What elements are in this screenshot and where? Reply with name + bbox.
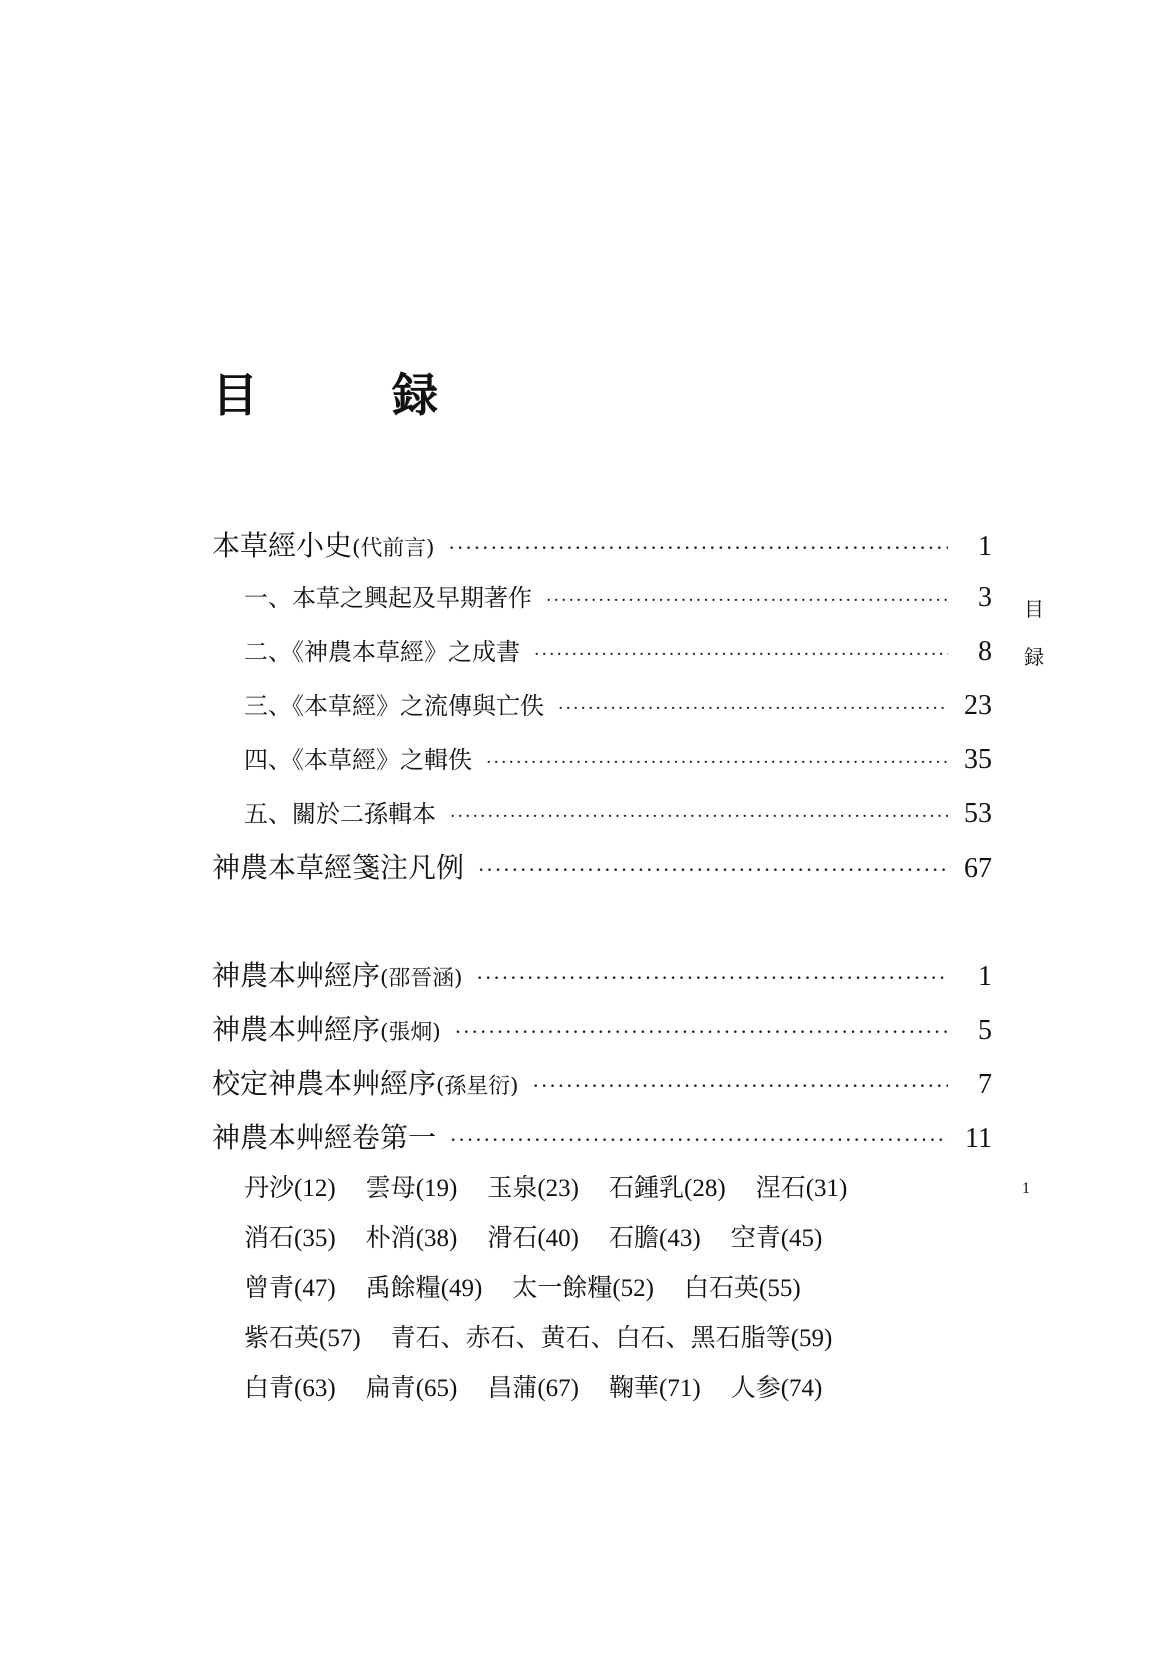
toc-entry-title: 神農本艸經序 xyxy=(212,959,381,992)
toc-entry xyxy=(212,1062,992,1102)
item-page: (65) xyxy=(415,1375,458,1402)
toc-entry-page: 1 xyxy=(978,531,992,562)
leader-dots xyxy=(449,536,948,560)
leader-dots xyxy=(558,699,948,719)
toc-entry xyxy=(244,740,992,776)
toc-entry-title: 三、《本草經》之流傳與亡佚 xyxy=(244,692,544,720)
leader-dots xyxy=(546,591,948,611)
item-page: (63) xyxy=(294,1375,336,1402)
item-page: (28) xyxy=(684,1175,726,1202)
list-item xyxy=(487,1368,579,1404)
list-item xyxy=(731,1218,823,1254)
item-page: (59) xyxy=(790,1325,833,1352)
leader-dots xyxy=(455,1020,948,1044)
toc-entry xyxy=(244,632,992,668)
toc-entry-page: 35 xyxy=(964,744,992,775)
page-number: 1 xyxy=(1022,1180,1030,1197)
item-name: 白青 xyxy=(244,1373,295,1402)
toc-entry xyxy=(244,794,992,830)
item-page: (49) xyxy=(440,1275,483,1302)
item-page: (67) xyxy=(537,1375,580,1402)
item-name: 朴消 xyxy=(365,1223,416,1252)
item-line xyxy=(244,1218,1004,1254)
item-page: (38) xyxy=(415,1225,458,1252)
leader-dots xyxy=(486,753,948,773)
item-line xyxy=(244,1318,1004,1354)
running-header-char: 目 xyxy=(1024,597,1044,621)
list-item xyxy=(609,1218,701,1254)
running-header-char: 録 xyxy=(1024,645,1044,669)
toc-entry xyxy=(244,686,992,722)
toc-entry-title: 一、本草之興起及早期著作 xyxy=(244,584,532,612)
item-page: (52) xyxy=(612,1275,655,1302)
item-line xyxy=(244,1268,1004,1304)
item-page: (45) xyxy=(780,1225,823,1252)
toc-entry-note: (孫星衍) xyxy=(436,1074,519,1099)
item-page: (43) xyxy=(659,1225,701,1252)
item-page: (23) xyxy=(537,1175,580,1202)
running-header xyxy=(1022,585,1046,681)
toc-entry-title: 本草經小史 xyxy=(212,529,353,562)
toc-entry-page: 3 xyxy=(978,582,992,613)
item-page: (40) xyxy=(537,1225,580,1252)
list-item xyxy=(512,1268,654,1304)
toc-entry-page: 67 xyxy=(964,853,992,884)
item-page: (19) xyxy=(415,1175,458,1202)
item-page: (74) xyxy=(780,1375,823,1402)
item-name: 扁青 xyxy=(365,1373,416,1402)
item-name: 空青 xyxy=(730,1223,781,1252)
item-page: (31) xyxy=(805,1175,848,1202)
item-line xyxy=(244,1368,1004,1404)
item-name: 滑石 xyxy=(487,1223,538,1252)
leader-dots xyxy=(450,1128,948,1152)
item-name: 太一餘糧 xyxy=(512,1273,613,1302)
leader-dots xyxy=(450,807,948,827)
item-name: 昌蒲 xyxy=(487,1373,538,1402)
toc-entry-title: 神農本草經箋注凡例 xyxy=(212,851,465,884)
list-item xyxy=(731,1368,823,1404)
list-item xyxy=(366,1368,458,1404)
leader-dots xyxy=(478,858,948,882)
item-page: (47) xyxy=(294,1275,336,1302)
toc-entry-title: 二、《神農本草經》之成書 xyxy=(244,638,520,666)
item-name: 消石 xyxy=(244,1223,295,1252)
toc-entry-page: 11 xyxy=(965,1123,992,1154)
toc-entry-page: 5 xyxy=(978,1015,992,1046)
item-page: (35) xyxy=(294,1225,336,1252)
item-page: (71) xyxy=(659,1375,701,1402)
list-item xyxy=(756,1168,848,1204)
leader-dots xyxy=(533,1074,948,1098)
item-name: 玉泉 xyxy=(487,1173,538,1202)
list-item xyxy=(366,1218,458,1254)
toc-entry-title: 神農本艸經卷第一 xyxy=(212,1121,437,1154)
toc-entry xyxy=(212,846,992,886)
item-line xyxy=(244,1168,1004,1204)
item-name: 丹沙 xyxy=(244,1173,295,1202)
list-item xyxy=(609,1168,726,1204)
list-item xyxy=(391,1318,833,1354)
item-name: 禹餘糧 xyxy=(365,1273,441,1302)
toc-entry-page: 23 xyxy=(964,690,992,721)
list-item xyxy=(244,1218,336,1254)
toc-entry xyxy=(212,1008,992,1048)
toc-entry xyxy=(244,578,992,614)
item-page: (57) xyxy=(319,1325,361,1352)
item-page: (55) xyxy=(759,1275,801,1302)
toc-entry-title: 校定神農本艸經序 xyxy=(212,1067,437,1100)
item-name: 石鍾乳 xyxy=(609,1173,685,1202)
item-name: 石膽 xyxy=(609,1223,660,1252)
toc-entry xyxy=(212,954,992,994)
leader-dots xyxy=(477,966,948,990)
item-name: 紫石英 xyxy=(244,1323,320,1352)
item-name: 鞠華 xyxy=(609,1373,660,1402)
item-name: 雲母 xyxy=(365,1173,416,1202)
list-item xyxy=(244,1368,336,1404)
toc-entry xyxy=(212,524,992,564)
leader-dots xyxy=(534,645,948,665)
list-item xyxy=(487,1168,579,1204)
list-item xyxy=(244,1318,361,1354)
item-name: 青石、赤石、黄石、白石、黑石脂等 xyxy=(390,1323,791,1352)
list-item xyxy=(684,1268,801,1304)
list-item xyxy=(487,1218,579,1254)
list-item xyxy=(366,1168,458,1204)
toc-entry-title: 神農本艸經序 xyxy=(212,1013,381,1046)
toc-entry-note: (邵晉涵) xyxy=(380,966,463,991)
toc-entry-note: (張炯) xyxy=(380,1020,441,1045)
toc-entry xyxy=(212,1116,992,1156)
toc-entry-title: 四、《本草經》之輯佚 xyxy=(244,746,472,774)
list-item xyxy=(244,1268,336,1304)
toc-entry-note: (代前言) xyxy=(352,536,435,561)
list-item xyxy=(366,1268,483,1304)
item-page: (12) xyxy=(294,1175,336,1202)
item-name: 白石英 xyxy=(684,1273,760,1302)
item-name: 涅石 xyxy=(755,1173,806,1202)
list-item xyxy=(609,1368,701,1404)
page-title: 目 録 xyxy=(212,368,482,422)
item-name: 人参 xyxy=(730,1373,781,1402)
item-name: 曾青 xyxy=(244,1273,295,1302)
toc-entry-page: 8 xyxy=(978,636,992,667)
toc-entry-title: 五、關於二孫輯本 xyxy=(244,800,436,828)
toc-entry-page: 53 xyxy=(964,798,992,829)
toc-entry-page: 7 xyxy=(978,1069,992,1100)
list-item xyxy=(244,1168,336,1204)
toc-entry-page: 1 xyxy=(978,961,992,992)
